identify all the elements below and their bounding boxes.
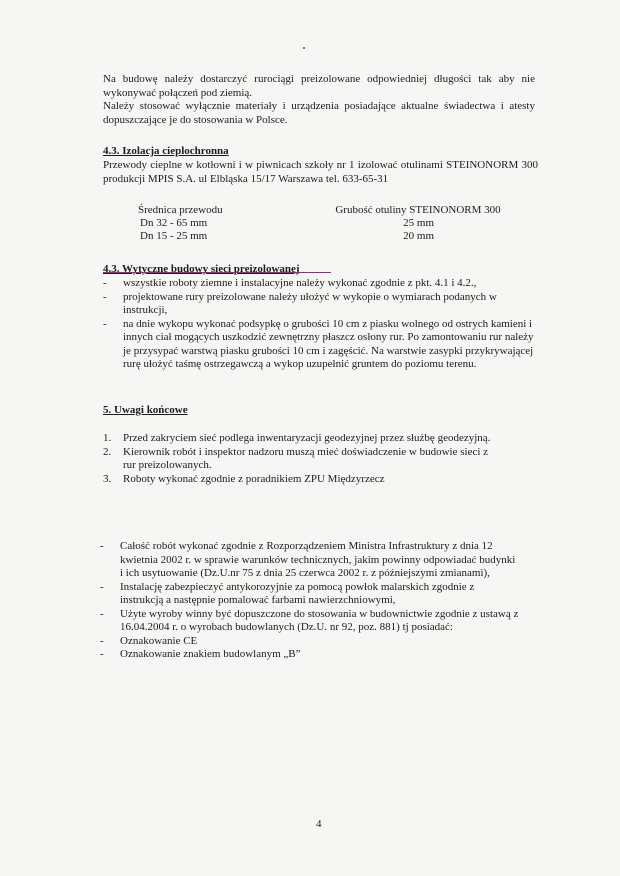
final-remarks-list bbox=[103, 432, 503, 486]
intro-paragraph bbox=[103, 73, 543, 127]
item-text: Roboty wykonać zgodnie z poradnikiem ZPU Międzyrzecz bbox=[123, 472, 385, 485]
numbered-item bbox=[103, 473, 503, 487]
scan-speck bbox=[303, 47, 305, 49]
header-thickness: Grubość otuliny STEINONORM 300 bbox=[335, 204, 501, 216]
numbered-item bbox=[103, 432, 503, 446]
row-diameter: Dn 15 - 25 mm bbox=[140, 230, 208, 242]
guidelines-list bbox=[103, 277, 543, 372]
list-item: - Instalację zabezpieczyć antykorozyjnie za pomocą powłok malarskich zgodnie z instrukcją a następnie pomalować farbami nawierzchniowymi, bbox=[100, 581, 520, 608]
insulation-table bbox=[138, 204, 538, 243]
list-item: - Użyte wyroby winny być dopuszczone do stosowania w budownictwie zgodnie z ustawą z 16.04.2004 r. o wyrobach budowlanych (Dz.U. nr 92, poz. 881) tj posiadać: bbox=[100, 608, 520, 635]
table-row bbox=[138, 230, 538, 243]
item-number: 3. bbox=[103, 472, 112, 485]
numbered-item bbox=[103, 446, 503, 473]
intro-line-2: Należy stosować wyłącznie materiały i urządzenia posiadające aktualne świadectwa i atesty dopuszczające je do stosowania w Polsce. bbox=[103, 100, 535, 126]
list-item: - projektowane rury preizolowane należy ułożyć w wykopie o wymiarach podanych w instrukcji, bbox=[103, 291, 543, 318]
final-requirements-list bbox=[100, 540, 520, 662]
list-item: - Oznakowanie CE bbox=[100, 635, 520, 649]
item-number: 1. bbox=[103, 432, 112, 444]
section-heading-insulation: 4.3. Izolacja cieplochronna bbox=[103, 145, 229, 157]
item-text: Przed zakryciem sieć podlega inwentaryzacji geodezyjnej przez służbę geodezyjną. bbox=[123, 432, 491, 444]
section-heading-guidelines: 4.3. Wytyczne budowy sieci preizolowanej bbox=[103, 263, 300, 275]
table-header-row bbox=[138, 204, 538, 217]
insulation-paragraph: Przewody cieplne w kotłowni i w piwnicach szkoły nr 1 izolować otulinami STEINONORM 300 produkcji MPIS S.A. ul Elbląska 15/17 Warszawa tel. 633-65-31 bbox=[103, 159, 538, 185]
list-item: - wszystkie roboty ziemne i instalacyjne należy wykonać zgodnie z pkt. 4.1 i 4.2., bbox=[103, 277, 543, 291]
section-heading-final-remarks: 5. Uwagi końcowe bbox=[103, 404, 188, 416]
page-number: 4 bbox=[316, 818, 322, 830]
header-diameter: Średnica przewodu bbox=[138, 204, 223, 216]
item-text: Kierownik robót i inspektor nadzoru muszą mieć doświadczenie w budowie sieci z rur preizolowanych. bbox=[123, 445, 489, 471]
item-number: 2. bbox=[103, 445, 112, 458]
list-item: - Całość robót wykonać zgodnie z Rozporządzeniem Ministra Infrastruktury z dnia 12 kwietnia 2002 r. w sprawie warunków technicznych, jakim powinny odpowiadać budynki i ich usytuowanie (Dz.U.nr 75 z dnia 25 czerwca 2002 r. z późniejszymi zmianami), bbox=[100, 540, 520, 581]
row-diameter: Dn 32 - 65 mm bbox=[140, 217, 208, 229]
list-item: - na dnie wykopu wykonać podsypkę o grubości 10 cm z piasku wolnego od ostrych kamieni i innych ciał mogących uszkodzić zewnętrzny płaszcz osłony rur. Po zamontowaniu rur należy je przysypać warstwą piasku grubości 10 cm i zagęścić. Na warstwie zasypki przykrywającej rurę ułożyć taśmę ostrzegawczą a wykop uzupełnić gruntem do poziomu terenu. bbox=[103, 318, 543, 372]
row-thickness: 25 mm bbox=[403, 217, 435, 229]
table-row bbox=[138, 217, 538, 230]
row-thickness: 20 mm bbox=[403, 230, 435, 242]
intro-line-1: Na budowę należy dostarczyć rurociągi preizolowane odpowiedniej długości tak aby nie wykonywać połączeń pod ziemią. bbox=[103, 73, 535, 99]
heading-underline-mark bbox=[103, 272, 331, 273]
list-item: - Oznakowanie znakiem budowlanym „B” bbox=[100, 648, 520, 662]
